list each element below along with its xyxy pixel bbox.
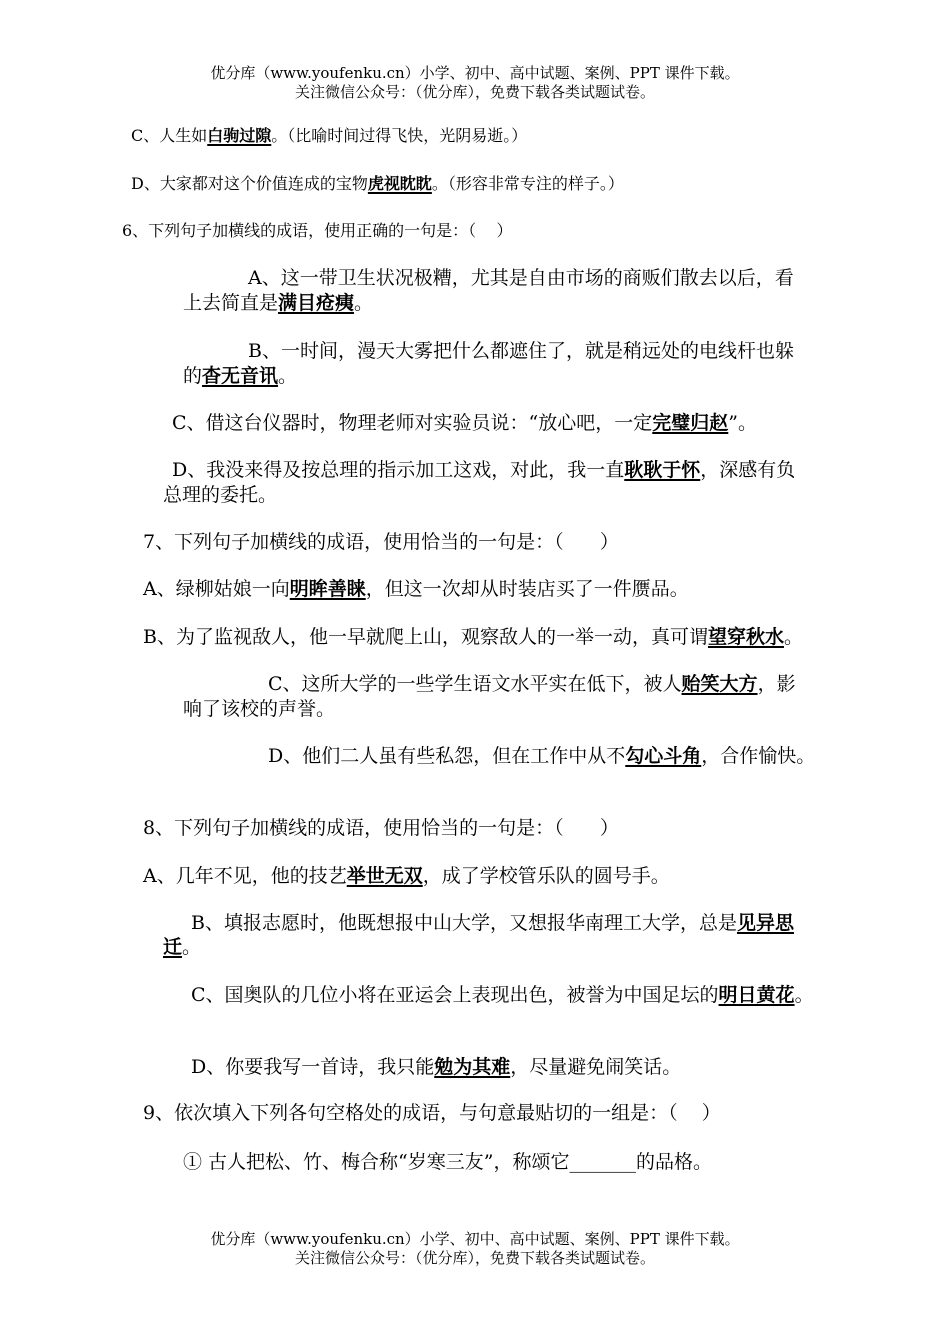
q6-option-d-before: D、我没来得及按总理的指示加工这戏，对此，我一直 bbox=[172, 459, 625, 481]
q6-option-a-line-1: A、这一带卫生状况极糟，尤其是自由市场的商贩们散去以后，看 bbox=[248, 267, 794, 289]
q8-option-c-after: 。 bbox=[794, 984, 814, 1006]
page-header bbox=[0, 64, 950, 102]
q8-stem: 8、下列句子加横线的成语，使用恰当的一句是：（ ） bbox=[143, 817, 619, 839]
q6-option-c-after: ”。 bbox=[728, 412, 757, 434]
q7-option-b bbox=[143, 625, 803, 649]
q8-option-a-idiom: 举世无双 bbox=[346, 865, 423, 887]
prev-option-c bbox=[131, 126, 527, 146]
prev-option-c-after: 。（比喻时间过得飞快，光阴易逝。） bbox=[271, 126, 528, 145]
header-line-2: 关注微信公众号：（优分库），免费下载各类试题试卷。 bbox=[294, 83, 655, 101]
q7-option-b-before: B、为了监视敌人，他一早就爬上山，观察敌人的一举一动，真可谓 bbox=[143, 626, 708, 648]
q6-option-c-before: C、借这台仪器时，物理老师对实验员说：“放心吧，一定 bbox=[172, 412, 653, 434]
q7-stem: 7、下列句子加横线的成语，使用恰当的一句是：（ ） bbox=[143, 531, 619, 553]
q6-option-d-line-1 bbox=[172, 458, 795, 482]
prev-option-d-after: 。（形容非常专注的样子。） bbox=[431, 174, 624, 193]
q7-option-c-before: C、这所大学的一些学生语文水平实在低下，被人 bbox=[268, 673, 682, 695]
q7-option-b-after: 。 bbox=[783, 626, 803, 648]
q8-option-a-after: ，成了学校管乐队的圆号手。 bbox=[422, 865, 670, 887]
q8-option-a-before: A、几年不见，他的技艺 bbox=[143, 865, 347, 887]
q6-option-b-after: 。 bbox=[278, 365, 298, 387]
q6-option-c bbox=[172, 411, 757, 435]
prev-option-d-idiom: 虎视眈眈 bbox=[367, 174, 432, 193]
q6-option-d-after: ，深感有负 bbox=[700, 459, 796, 481]
q7-option-c-line-1 bbox=[268, 672, 796, 696]
q6-option-b-line-1: B、一时间，漫天大雾把什么都遮住了，就是稍远处的电线杆也躲 bbox=[248, 340, 794, 362]
q8-option-b-line-2 bbox=[163, 935, 201, 959]
q6-option-c-idiom: 完璧归赵 bbox=[652, 412, 729, 434]
q6-stem: 6、下列句子加横线的成语，使用正确的一句是：（ ） bbox=[122, 221, 513, 240]
q7-option-d bbox=[268, 744, 815, 768]
q6-option-b-before: 的 bbox=[183, 365, 203, 387]
q9-item-1: ① 古人把松、竹、梅合称“岁寒三友”，称颂它_______的品格。 bbox=[183, 1151, 712, 1173]
q6-option-d-line-2: 总理的委托。 bbox=[163, 484, 278, 506]
q7-option-d-before: D、他们二人虽有些私怨，但在工作中从不 bbox=[268, 745, 626, 767]
q8-option-d bbox=[191, 1055, 681, 1079]
q7-option-b-idiom: 望穿秋水 bbox=[707, 626, 784, 648]
prev-option-c-before: C、人生如 bbox=[131, 126, 208, 145]
q6-option-a-line-2 bbox=[183, 291, 373, 315]
header-line-1: 优分库（www.youfenku.cn）小学、初中、高中试题、案例、PPT 课件下载。 bbox=[210, 64, 740, 82]
q8-option-d-idiom: 勉为其难 bbox=[434, 1056, 511, 1078]
q7-option-d-after: ，合作愉快。 bbox=[701, 745, 816, 767]
q8-option-b-line-1 bbox=[191, 911, 794, 935]
q7-option-a-after: ，但这一次却从时装店买了一件赝品。 bbox=[365, 578, 689, 600]
q8-option-b-before: B、填报志愿时，他既想报中山大学，又想报华南理工大学，总是 bbox=[191, 912, 737, 934]
q6-option-a-idiom: 满目疮痍 bbox=[278, 292, 355, 314]
prev-option-c-idiom: 白驹过隙 bbox=[207, 126, 272, 145]
q8-option-c-before: C、国奥队的几位小将在亚运会上表现出色，被誉为中国足坛的 bbox=[191, 984, 719, 1006]
q8-option-b-idiom-cont: 迁 bbox=[163, 936, 183, 958]
q7-option-a-before: A、绿柳姑娘一向 bbox=[143, 578, 290, 600]
q8-option-b-after: 。 bbox=[182, 936, 202, 958]
q7-option-a-idiom: 明眸善睐 bbox=[289, 578, 366, 600]
prev-option-d bbox=[131, 174, 624, 194]
q6-option-b-idiom: 杳无音讯 bbox=[202, 365, 279, 387]
q8-option-b-idiom: 见异思 bbox=[736, 912, 794, 934]
q6-option-b-line-2 bbox=[183, 364, 297, 388]
q7-option-c-after: ，影 bbox=[757, 673, 796, 695]
q7-option-d-idiom: 勾心斗角 bbox=[625, 745, 702, 767]
q6-option-a-before: 上去简直是 bbox=[183, 292, 279, 314]
footer-line-1: 优分库（www.youfenku.cn）小学、初中、高中试题、案例、PPT 课件下载。 bbox=[210, 1230, 740, 1248]
q8-option-d-after: ，尽量避免闹笑话。 bbox=[510, 1056, 682, 1078]
q8-option-c-idiom: 明日黄花 bbox=[718, 984, 795, 1006]
page-footer bbox=[0, 1230, 950, 1268]
q8-option-c bbox=[191, 983, 814, 1007]
q8-option-d-before: D、你要我写一首诗，我只能 bbox=[191, 1056, 435, 1078]
q6-option-d-idiom: 耿耿于怀 bbox=[624, 459, 701, 481]
q7-option-c-line-2: 响了该校的声誉。 bbox=[183, 698, 336, 720]
q8-option-a bbox=[143, 864, 670, 888]
q6-option-a-after: 。 bbox=[354, 292, 374, 314]
q9-stem: 9、依次填入下列各句空格处的成语，与句意最贴切的一组是：（ ） bbox=[143, 1102, 721, 1124]
q7-option-c-idiom: 贻笑大方 bbox=[681, 673, 758, 695]
prev-option-d-before: D、大家都对这个价值连成的宝物 bbox=[131, 174, 368, 193]
q7-option-a bbox=[143, 577, 689, 601]
footer-line-2: 关注微信公众号：（优分库），免费下载各类试题试卷。 bbox=[294, 1249, 655, 1267]
